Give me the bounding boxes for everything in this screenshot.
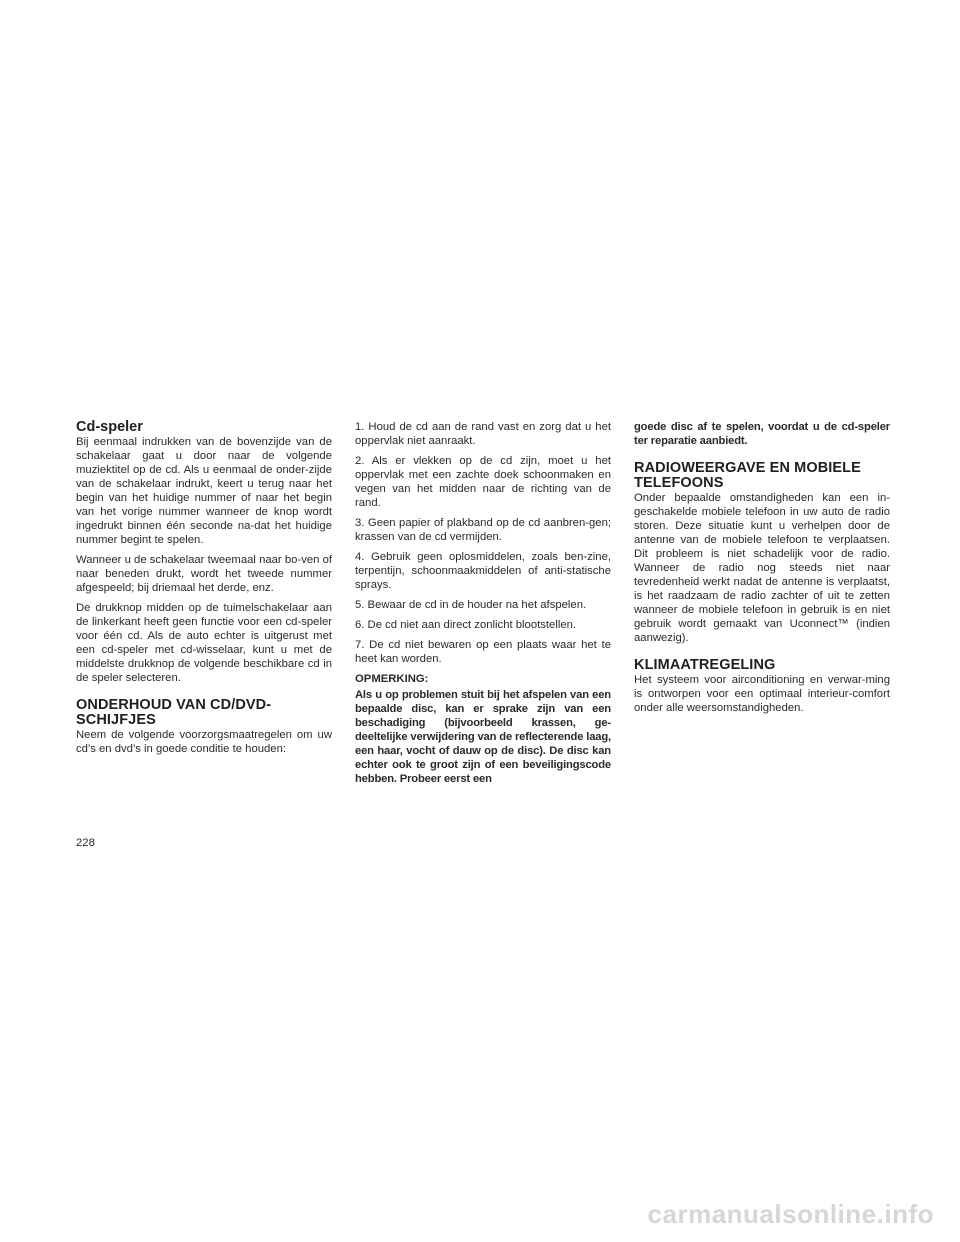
paragraph-track-skip: Bij eenmaal indrukken van de bovenzijde van de schakelaar gaat u door naar de volgende muziektitel op de cd. Als u eenmaal de onder-zijde van de schakelaar indrukt, keert u terug naar het begin van het huidige nummer of naar het begin van het vorige nummer wanneer de knop wordt ingedrukt binnen één seconde na-dat het huidige nummer begint te spelen. (76, 436, 332, 546)
list-item: 5. Bewaar de cd in de houder na het afspelen. (355, 599, 587, 611)
section-title-cd-speler: Cd-speler (76, 419, 143, 435)
page-number: 228 (76, 837, 95, 849)
list-item: 7. De cd niet bewaren op een plaats waar het te heet kan worden. (355, 639, 611, 665)
note-text-continued: goede disc af te spelen, voordat u de cd-speler ter reparatie aanbiedt. (634, 421, 890, 447)
column-left (76, 420, 332, 762)
paragraph-climate: Het systeem voor airconditioning en verwar-ming is ontworpen voor een optimaal interieur-comfort onder alle weersomstandigheden. (634, 674, 890, 714)
paragraph-radio-interference: Onder bepaalde omstandigheden kan een in-geschakelde mobiele telefoon in uw auto de radio storen. Deze situatie kunt u verhelpen door de antenne van de mobiele telefoon te verplaatsen. Dit probleem is niet schadelijk voor de radio. Wanneer de radio nog steeds niet naar tevredenheid werkt nadat de antenne is verplaatst, is het raadzaam de radio zachter of uit te zetten wanneer de mobiele telefoon in gebruik is en niet gebruik wordt gemaakt van Uconnect™ (indien aanwezig). (634, 492, 890, 644)
list-item: 3. Geen papier of plakband op de cd aanbren-gen; krassen van de cd vermijden. (355, 517, 611, 543)
note-text: Als u op problemen stuit bij het afspelen van een bepaalde disc, kan er sprake zijn van een beschadiging (bijvoorbeeld krassen, ge-deeltelijke verwijdering van de reflecterende laag, een haar, vocht of dauw op de disc). De disc kan echter ook te groot zijn of een beveiligingscode hebben. Probeer eerst een (355, 689, 611, 785)
column-right (634, 420, 890, 721)
list-item: 6. De cd niet aan direct zonlicht blootstellen. (355, 619, 577, 631)
section-heading-radio-phones: RADIOWEERGAVE EN MOBIELE TELEFOONS (634, 460, 861, 491)
section-heading-climate: KLIMAATREGELING (634, 657, 776, 673)
paragraph-double-press: Wanneer u de schakelaar tweemaal naar bo-ven of naar beneden drukt, wordt het tweede nummer afgespeeld; bij driemaal het derde, enz. (76, 554, 332, 594)
watermark: carmanualsonline.info (647, 1199, 934, 1229)
paragraph-precautions-intro: Neem de volgende voorzorgsmaatregelen om uw cd’s en dvd’s in goede conditie te houden: (76, 729, 332, 755)
list-item: 4. Gebruik geen oplosmiddelen, zoals ben-zine, terpentijn, schoonmaakmiddelen of anti-statische sprays. (355, 551, 611, 591)
list-item: 1. Houd de cd aan de rand vast en zorg dat u het oppervlak niet aanraakt. (355, 421, 611, 447)
paragraph-middle-button: De drukknop midden op de tuimelschakelaar aan de linkerkant heeft geen functie voor een cd-speler voor één cd. Als de auto echter is uitgerust met een cd-speler met cd-wisselaar, kunt u met de middelste drukknop de volgende beschikbare cd in de speler selecteren. (76, 602, 332, 684)
note-label: OPMERKING: (355, 673, 429, 685)
list-item: 2. Als er vlekken op de cd zijn, moet u het oppervlak met een zachte doek schoonmaken en vegen van het midden naar de richting van de rand. (355, 455, 611, 509)
section-heading-disc-care: ONDERHOUD VAN CD/DVD-SCHIJFJES (76, 697, 272, 728)
column-middle (355, 420, 611, 786)
